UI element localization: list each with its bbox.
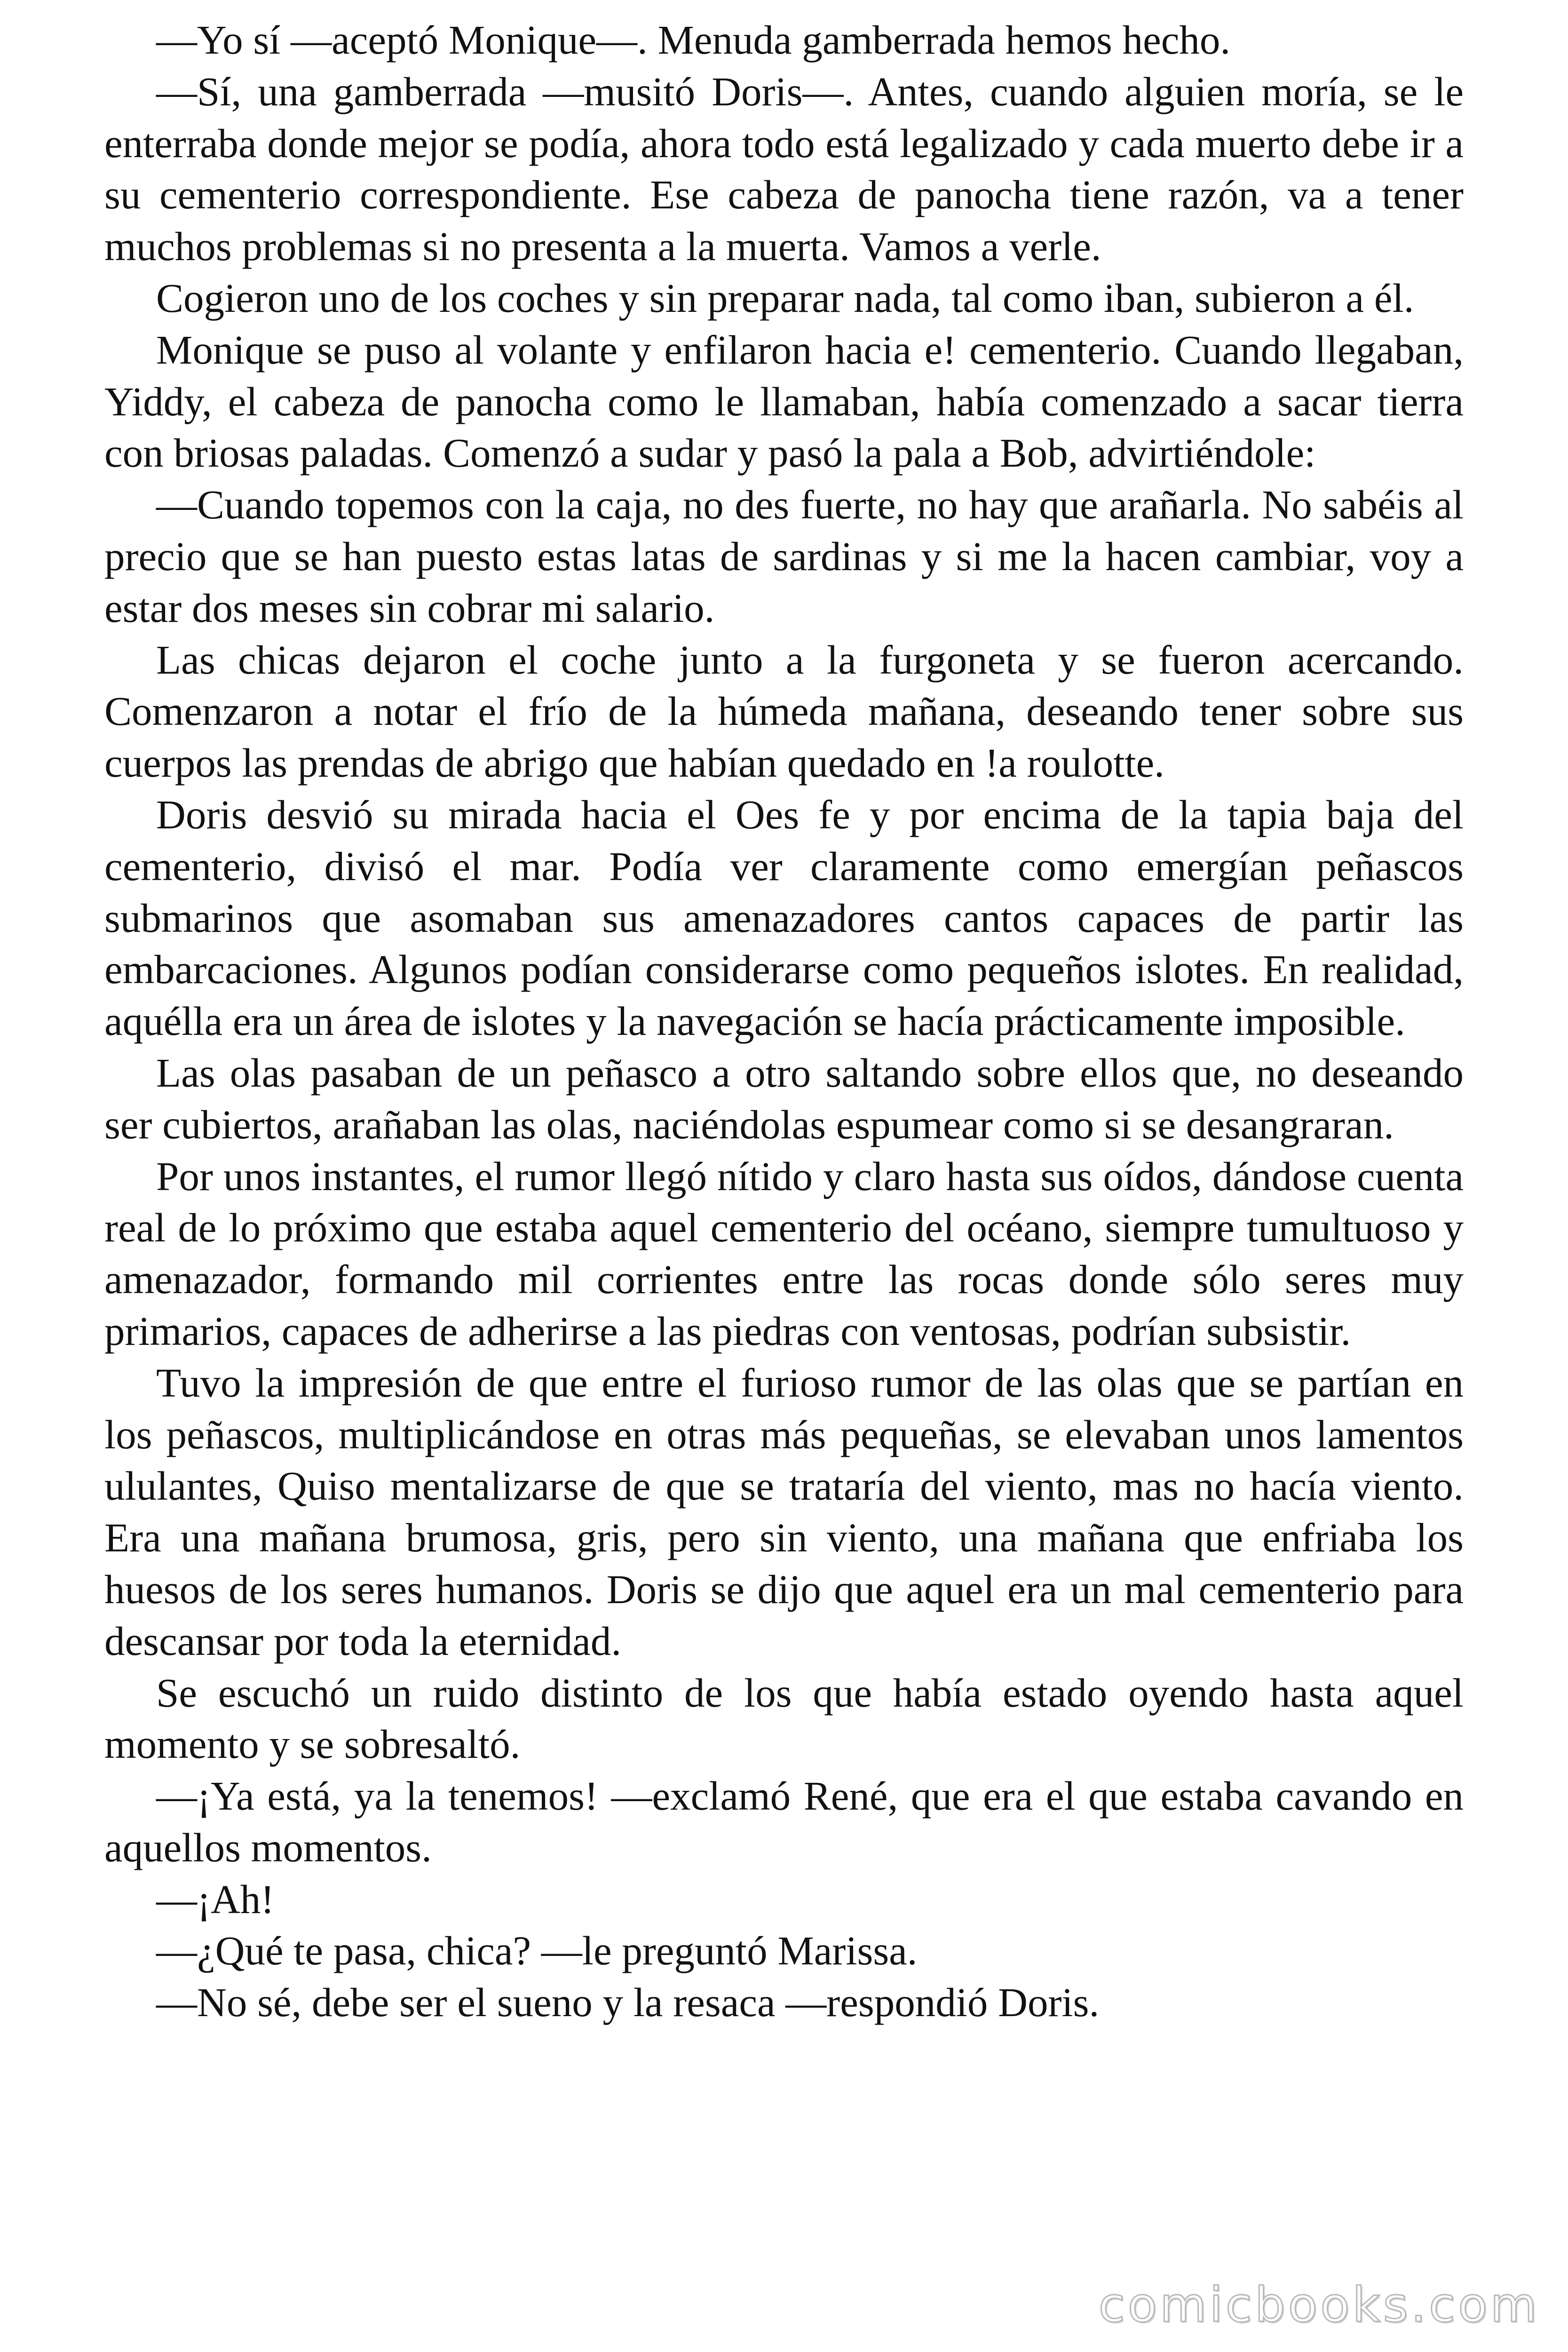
paragraph: Las chicas dejaron el coche junto a la furgoneta y se fueron acercando. Comenzaron a notar el frío de la húmeda mañana, deseando tener sobre sus cuerpos las prendas de abrigo que habían quedado en !a roulotte. [104,636,1464,786]
paragraph: Doris desvió su mirada hacia el Oes fe y por encima de la tapia baja del cementerio, divisó el mar. Podía ver claramente como emergían peñascos submarinos que asomaban sus amenazadores cantos capaces de partir las embarcaciones. Algunos podían considerarse como pequeños islotes. En realidad, aquélla era un área de islotes y la navegación se hacía prácticamente imposible. [104,791,1464,1044]
paragraph: Cogieron uno de los coches y sin preparar nada, tal como iban, subieron a él. [156,275,1414,321]
paragraph: Se escuchó un ruido distinto de los que había estado oyendo hasta aquel momento y se sobresaltó. [104,1669,1464,1767]
watermark: comicbooks.com [1098,2277,1540,2333]
paragraph: Monique se puso al volante y enfilaron hacia e! cementerio. Cuando llegaban, Yiddy, el cabeza de panocha como le llamaban, había comenzado a sacar tierra con briosas paladas. Comenzó a sudar y pasó la pala a Bob, advirtiéndole: [104,326,1464,476]
paragraph: —Yo sí —aceptó Monique—. Menuda gamberrada hemos hecho. [156,17,1231,63]
paragraph: Tuvo la impresión de que entre el furioso rumor de las olas que se partían en los peñascos, multiplicándose en otras más pequeñas, se elevaban unos lamentos ululantes, Quiso mentalizarse de que se trataría del viento, mas no hacía viento. Era una mañana brumosa, gris, pero sin viento, una mañana que enfriaba los huesos de los seres humanos. Doris se dijo que aquel era un mal cementerio para descansar por toda la eternidad. [104,1359,1464,1664]
paragraph: —Sí, una gamberrada —musitó Doris—. Antes, cuando alguien moría, se le enterraba donde mejor se podía, ahora todo está legalizado y cada muerto debe ir a su cementerio correspondiente. Ese cabeza de panocha tiene razón, va a tener muchos problemas si no presenta a la muerta. Vamos a verle. [104,68,1464,270]
paragraph: Por unos instantes, el rumor llegó nítido y claro hasta sus oídos, dándose cuenta real de lo próximo que estaba aquel cementerio del océano, siempre tumultuoso y amenazador, formando mil corrientes entre las rocas donde sólo seres muy primarios, capaces de adherirse a las piedras con ventosas, podrían subsistir. [104,1153,1464,1354]
page-text [104,14,1464,2028]
paragraph: —¿Qué te pasa, chica? —le preguntó Marissa. [156,1928,918,1974]
paragraph: —¡Ah! [156,1876,275,1922]
paragraph: —Cuando topemos con la caja, no des fuerte, no hay que arañarla. No sabéis al precio que se han puesto estas latas de sardinas y si me la hacen cambiar, voy a estar dos meses sin cobrar mi salario. [104,482,1464,631]
paragraph: —No sé, debe ser el sueno y la resaca —respondió Doris. [156,1979,1100,2026]
paragraph: —¡Ya está, ya la tenemos! —exclamó René, que era el que estaba cavando en aquellos momentos. [104,1773,1464,1870]
paragraph: Las olas pasaban de un peñasco a otro saltando sobre ellos que, no deseando ser cubiertos, arañaban las olas, naciéndolas espumear como si se desangraran. [104,1049,1464,1147]
